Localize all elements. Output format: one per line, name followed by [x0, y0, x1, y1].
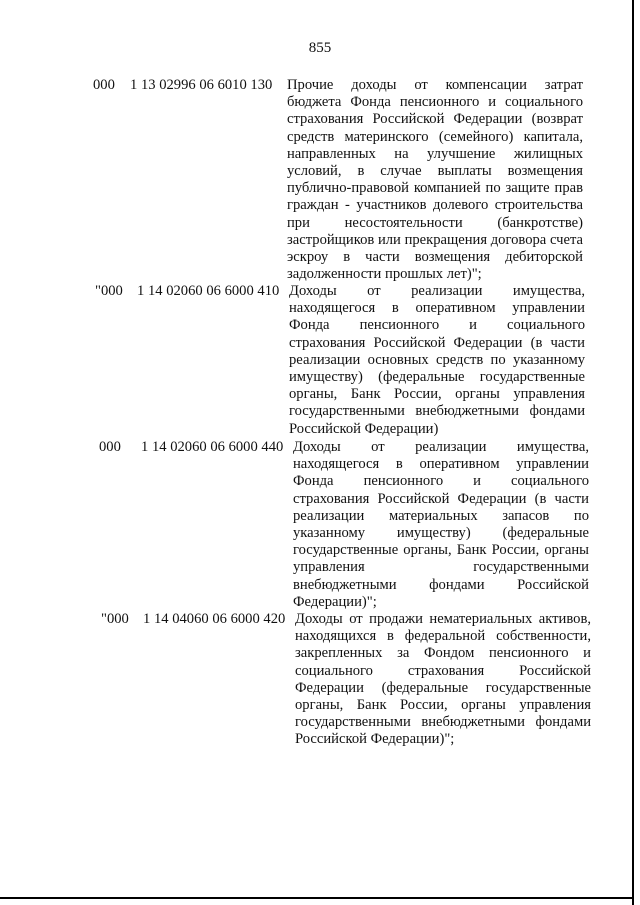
budget-classification-code: 1 14 02060 06 6000 410 [137, 283, 280, 299]
scan-frame-bottom-edge [0, 897, 634, 899]
administrator-code: "000 [95, 283, 123, 299]
revenue-description: Доходы от реализации имущества, находящегося в оперативном управлении Фонда пенсионного и социального страхования Российской Федерации (в части реализации материальных запасов по указанному имуществу) (федеральные государственные органы, Банк России, органы управления государственными внебюджетными фондами Российской Федерации)"; [293, 439, 589, 610]
administrator-code: "000 [101, 611, 129, 627]
budget-classification-code: 1 13 02996 06 6010 130 [130, 77, 273, 93]
administrator-code: 000 [93, 77, 115, 93]
page-number: 855 [308, 40, 332, 56]
revenue-description: Доходы от продажи нематериальных активов, находящихся в федеральной собственности, закрепленных за Фондом пенсионного и социального страхования Российской Федерации (федеральные государственные органы, Банк России, органы управления государственными внебюджетными фондами Российской Федерации)"; [295, 611, 591, 748]
revenue-description: Прочие доходы от компенсации затрат бюджета Фонда пенсионного и социального страхования Российской Федерации (возврат средств материнского (семейного) капитала, направленных на улучшение жилищных условий, в случае выплаты возмещения публично-правовой компанией по защите прав граждан - участников долевого строительства при несостоятельности (банкротстве) застройщиков или прекращения договора счета эскроу в части возмещения дебиторской задолженности прошлых лет)"; [287, 77, 583, 283]
budget-classification-code: 1 14 04060 06 6000 420 [143, 611, 286, 627]
scan-frame-right-edge [632, 0, 634, 905]
revenue-description: Доходы от реализации имущества, находящегося в оперативном управлении Фонда пенсионного и социального страхования Российской Федерации (в части реализации основных средств по указанному имуществу) (федеральные государственные органы, Банк России, органы управления государственными внебюджетными фондами Российской Федерации) [289, 283, 585, 437]
administrator-code: 000 [99, 439, 121, 455]
budget-classification-code: 1 14 02060 06 6000 440 [141, 439, 284, 455]
